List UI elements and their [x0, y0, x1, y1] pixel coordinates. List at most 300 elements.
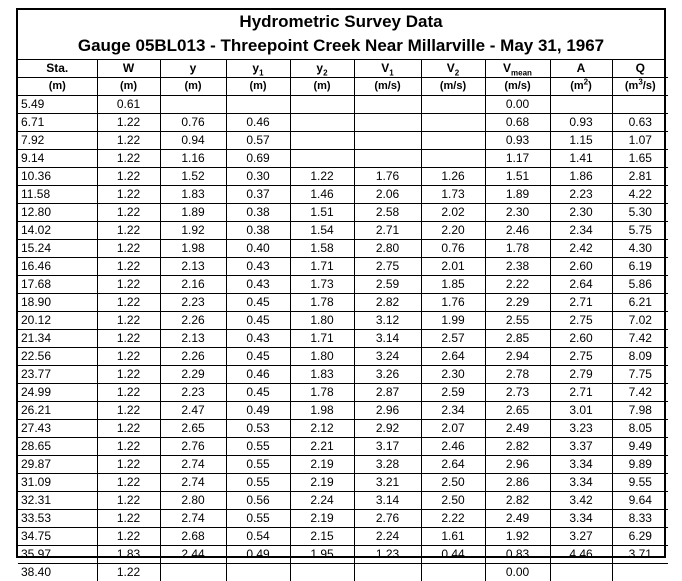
- cell-a: 3.42: [550, 492, 612, 510]
- cell-a: 3.37: [550, 438, 612, 456]
- cell-y: 2.13: [160, 330, 226, 348]
- cell-q: 6.19: [612, 258, 668, 276]
- cell-y2: 2.19: [290, 510, 354, 528]
- cell-q: 5.86: [612, 276, 668, 294]
- cell-sta: 15.24: [18, 240, 97, 258]
- cell-y1: 0.40: [226, 240, 290, 258]
- cell-sta: 5.49: [18, 96, 97, 114]
- cell-y: [160, 96, 226, 114]
- cell-y1: 0.45: [226, 294, 290, 312]
- cell-v2: 2.30: [421, 366, 485, 384]
- cell-y: 2.23: [160, 384, 226, 402]
- cell-v2: 2.22: [421, 510, 485, 528]
- cell-y: 2.16: [160, 276, 226, 294]
- cell-y1: 0.43: [226, 258, 290, 276]
- cell-y2: 2.21: [290, 438, 354, 456]
- table-row: [18, 420, 668, 438]
- cell-y2: 2.15: [290, 528, 354, 546]
- cell-a: 2.75: [550, 348, 612, 366]
- cell-a: 2.64: [550, 276, 612, 294]
- cell-a: 3.34: [550, 510, 612, 528]
- cell-w: 1.22: [97, 348, 160, 366]
- cell-v1: 3.26: [354, 366, 421, 384]
- table-row: [18, 492, 668, 510]
- cell-a: 3.01: [550, 402, 612, 420]
- cell-q: 9.49: [612, 438, 668, 456]
- cell-y2: 1.78: [290, 384, 354, 402]
- cell-y2: 1.83: [290, 366, 354, 384]
- cell-v2: 2.50: [421, 492, 485, 510]
- cell-q: 4.22: [612, 186, 668, 204]
- cell-q: 1.07: [612, 132, 668, 150]
- cell-sta: 33.53: [18, 510, 97, 528]
- cell-w: 1.22: [97, 402, 160, 420]
- table-row: [18, 258, 668, 276]
- cell-v2: [421, 150, 485, 168]
- unit-a-sup: 2: [584, 78, 588, 87]
- cell-v1: 2.58: [354, 204, 421, 222]
- cell-sta: 9.14: [18, 150, 97, 168]
- cell-v2: 2.57: [421, 330, 485, 348]
- cell-y2: 1.80: [290, 348, 354, 366]
- cell-a: 3.34: [550, 474, 612, 492]
- cell-q: [612, 96, 668, 114]
- header-a: A: [550, 60, 612, 78]
- cell-a: 2.71: [550, 384, 612, 402]
- cell-y2: [290, 96, 354, 114]
- cell-q: 2.81: [612, 168, 668, 186]
- cell-sta: 6.71: [18, 114, 97, 132]
- cell-w: 1.22: [97, 168, 160, 186]
- cell-sta: 21.34: [18, 330, 97, 348]
- cell-y: 0.76: [160, 114, 226, 132]
- cell-y1: 0.55: [226, 438, 290, 456]
- cell-q: 8.33: [612, 510, 668, 528]
- cell-w: 1.22: [97, 456, 160, 474]
- cell-vmean: 2.96: [485, 456, 550, 474]
- cell-w: 1.22: [97, 384, 160, 402]
- cell-y2: [290, 150, 354, 168]
- table-row: [18, 348, 668, 366]
- cell-a: 1.15: [550, 132, 612, 150]
- cell-v1: [354, 150, 421, 168]
- cell-y1: 0.54: [226, 528, 290, 546]
- cell-y1: 0.55: [226, 510, 290, 528]
- cell-vmean: 0.83: [485, 546, 550, 564]
- header-y2: [290, 60, 354, 78]
- cell-y: 2.47: [160, 402, 226, 420]
- cell-w: 1.22: [97, 510, 160, 528]
- cell-w: 1.22: [97, 186, 160, 204]
- table-row: [18, 402, 668, 420]
- cell-vmean: 2.22: [485, 276, 550, 294]
- cell-vmean: 2.73: [485, 384, 550, 402]
- table-row: [18, 330, 668, 348]
- cell-y2: 1.71: [290, 330, 354, 348]
- table-row: [18, 114, 668, 132]
- cell-a: 2.75: [550, 312, 612, 330]
- cell-vmean: 2.49: [485, 510, 550, 528]
- cell-sta: 27.43: [18, 420, 97, 438]
- cell-y1: 0.57: [226, 132, 290, 150]
- cell-vmean: 1.89: [485, 186, 550, 204]
- header-w: W: [97, 60, 160, 78]
- cell-y1: 0.55: [226, 456, 290, 474]
- cell-w: 1.22: [97, 204, 160, 222]
- cell-v1: 2.92: [354, 420, 421, 438]
- cell-y2: 1.46: [290, 186, 354, 204]
- cell-sta: 16.46: [18, 258, 97, 276]
- cell-v2: [421, 132, 485, 150]
- unit-a-end: ): [588, 80, 592, 92]
- cell-y2: 2.12: [290, 420, 354, 438]
- cell-v2: 1.85: [421, 276, 485, 294]
- table-row: [18, 132, 668, 150]
- unit-a: [550, 78, 612, 96]
- table-subtitle: Gauge 05BL013 - Threepoint Creek Near Millarville - May 31, 1967: [18, 34, 664, 58]
- table-row: [18, 546, 668, 564]
- cell-sta: 24.99: [18, 384, 97, 402]
- survey-table-frame: [16, 8, 666, 558]
- cell-q: 7.02: [612, 312, 668, 330]
- cell-a: 1.86: [550, 168, 612, 186]
- cell-q: 3.71: [612, 546, 668, 564]
- cell-v2: 1.99: [421, 312, 485, 330]
- cell-w: 1.22: [97, 420, 160, 438]
- cell-y1: 0.37: [226, 186, 290, 204]
- unit-q: [612, 78, 668, 96]
- cell-sta: 7.92: [18, 132, 97, 150]
- cell-sta: 35.97: [18, 546, 97, 564]
- cell-sta: 18.90: [18, 294, 97, 312]
- cell-y2: [290, 564, 354, 581]
- cell-vmean: 2.49: [485, 420, 550, 438]
- header-y: y: [160, 60, 226, 78]
- cell-y2: 1.71: [290, 258, 354, 276]
- cell-y2: 1.58: [290, 240, 354, 258]
- header-q: Q: [612, 60, 668, 78]
- table-row: [18, 510, 668, 528]
- cell-y: 2.76: [160, 438, 226, 456]
- header-y2-base: y: [316, 61, 323, 75]
- cell-w: 1.22: [97, 366, 160, 384]
- cell-y: 2.26: [160, 312, 226, 330]
- survey-table: [18, 60, 668, 581]
- cell-v1: 3.21: [354, 474, 421, 492]
- cell-v1: [354, 564, 421, 581]
- cell-q: 9.64: [612, 492, 668, 510]
- cell-sta: 22.56: [18, 348, 97, 366]
- header-v2: [421, 60, 485, 78]
- cell-v1: 3.28: [354, 456, 421, 474]
- cell-q: 6.21: [612, 294, 668, 312]
- cell-y1: 0.45: [226, 348, 290, 366]
- cell-v2: 1.61: [421, 528, 485, 546]
- cell-sta: 14.02: [18, 222, 97, 240]
- cell-sta: 23.77: [18, 366, 97, 384]
- cell-v1: 2.96: [354, 402, 421, 420]
- cell-y: 1.98: [160, 240, 226, 258]
- cell-v1: [354, 96, 421, 114]
- cell-vmean: 1.17: [485, 150, 550, 168]
- table-row: [18, 564, 668, 581]
- cell-w: 1.22: [97, 492, 160, 510]
- cell-vmean: 2.82: [485, 492, 550, 510]
- cell-y1: 0.45: [226, 384, 290, 402]
- cell-v2: 2.07: [421, 420, 485, 438]
- cell-sta: 28.65: [18, 438, 97, 456]
- cell-sta: 31.09: [18, 474, 97, 492]
- cell-v2: 2.59: [421, 384, 485, 402]
- cell-vmean: 0.00: [485, 564, 550, 581]
- cell-w: 1.22: [97, 330, 160, 348]
- cell-sta: 32.31: [18, 492, 97, 510]
- cell-a: 3.34: [550, 456, 612, 474]
- unit-sta: (m): [18, 78, 97, 96]
- cell-y: 2.65: [160, 420, 226, 438]
- cell-a: 2.23: [550, 186, 612, 204]
- header-y1-base: y: [252, 61, 259, 75]
- cell-v1: 3.14: [354, 492, 421, 510]
- cell-vmean: 2.29: [485, 294, 550, 312]
- cell-sta: 12.80: [18, 204, 97, 222]
- cell-v2: 2.01: [421, 258, 485, 276]
- header-v1-sub: 1: [389, 68, 393, 77]
- cell-v1: 1.76: [354, 168, 421, 186]
- cell-vmean: 0.68: [485, 114, 550, 132]
- cell-q: 7.42: [612, 330, 668, 348]
- cell-sta: 34.75: [18, 528, 97, 546]
- header-sta: Sta.: [18, 60, 97, 78]
- table-row: [18, 96, 668, 114]
- header-y1: [226, 60, 290, 78]
- cell-w: 1.22: [97, 528, 160, 546]
- cell-a: [550, 564, 612, 581]
- cell-y: 2.23: [160, 294, 226, 312]
- cell-y2: [290, 114, 354, 132]
- cell-v2: [421, 96, 485, 114]
- cell-v2: 2.64: [421, 456, 485, 474]
- cell-y2: 1.73: [290, 276, 354, 294]
- cell-y1: 0.43: [226, 276, 290, 294]
- cell-y1: 0.43: [226, 330, 290, 348]
- header-y2-sub: 2: [323, 68, 327, 77]
- table-row: [18, 294, 668, 312]
- cell-y1: 0.49: [226, 402, 290, 420]
- cell-y1: [226, 96, 290, 114]
- cell-q: 7.42: [612, 384, 668, 402]
- cell-a: 0.93: [550, 114, 612, 132]
- cell-y1: 0.53: [226, 420, 290, 438]
- cell-w: 1.83: [97, 546, 160, 564]
- cell-a: [550, 96, 612, 114]
- cell-y: 1.52: [160, 168, 226, 186]
- cell-v2: 2.50: [421, 474, 485, 492]
- table-row: [18, 186, 668, 204]
- table-row: [18, 312, 668, 330]
- cell-y1: 0.69: [226, 150, 290, 168]
- cell-a: 2.60: [550, 258, 612, 276]
- cell-y: 1.83: [160, 186, 226, 204]
- cell-v1: 3.14: [354, 330, 421, 348]
- cell-v1: 3.17: [354, 438, 421, 456]
- cell-y: 2.13: [160, 258, 226, 276]
- cell-vmean: 2.78: [485, 366, 550, 384]
- cell-q: 1.65: [612, 150, 668, 168]
- cell-q: 9.55: [612, 474, 668, 492]
- table-row: [18, 438, 668, 456]
- cell-v1: 2.76: [354, 510, 421, 528]
- cell-a: 2.42: [550, 240, 612, 258]
- unit-v1: (m/s): [354, 78, 421, 96]
- cell-w: 1.22: [97, 222, 160, 240]
- cell-vmean: 2.46: [485, 222, 550, 240]
- cell-y1: [226, 564, 290, 581]
- cell-v2: 0.44: [421, 546, 485, 564]
- unit-w: (m): [97, 78, 160, 96]
- unit-q-sup: 3: [638, 78, 642, 87]
- cell-y: 1.89: [160, 204, 226, 222]
- table-row: [18, 528, 668, 546]
- cell-sta: 38.40: [18, 564, 97, 581]
- unit-y1: (m): [226, 78, 290, 96]
- cell-a: 2.79: [550, 366, 612, 384]
- cell-v1: 2.71: [354, 222, 421, 240]
- cell-v1: [354, 132, 421, 150]
- cell-v1: [354, 114, 421, 132]
- cell-y: 2.26: [160, 348, 226, 366]
- cell-sta: 17.68: [18, 276, 97, 294]
- unit-v2: (m/s): [421, 78, 485, 96]
- cell-vmean: 2.85: [485, 330, 550, 348]
- cell-y: 2.74: [160, 510, 226, 528]
- table-row: [18, 456, 668, 474]
- cell-v2: 1.76: [421, 294, 485, 312]
- cell-y: 0.94: [160, 132, 226, 150]
- cell-vmean: 2.86: [485, 474, 550, 492]
- cell-vmean: 0.93: [485, 132, 550, 150]
- cell-y1: 0.46: [226, 114, 290, 132]
- cell-q: 7.75: [612, 366, 668, 384]
- cell-v2: 1.73: [421, 186, 485, 204]
- cell-w: 1.22: [97, 150, 160, 168]
- cell-w: 1.22: [97, 438, 160, 456]
- header-vmean-sub: mean: [511, 68, 532, 77]
- cell-y1: 0.46: [226, 366, 290, 384]
- cell-w: 1.22: [97, 312, 160, 330]
- cell-v2: 1.26: [421, 168, 485, 186]
- cell-a: 4.46: [550, 546, 612, 564]
- cell-w: 1.22: [97, 276, 160, 294]
- cell-v2: 2.02: [421, 204, 485, 222]
- cell-v1: 2.87: [354, 384, 421, 402]
- table-row: [18, 168, 668, 186]
- cell-a: 2.60: [550, 330, 612, 348]
- unit-vmean: (m/s): [485, 78, 550, 96]
- header-vmean: [485, 60, 550, 78]
- table-row: [18, 150, 668, 168]
- cell-q: 6.29: [612, 528, 668, 546]
- unit-y: (m): [160, 78, 226, 96]
- table-row: [18, 474, 668, 492]
- table-row: [18, 240, 668, 258]
- cell-w: 1.22: [97, 240, 160, 258]
- cell-vmean: 2.55: [485, 312, 550, 330]
- cell-v2: 2.64: [421, 348, 485, 366]
- cell-y1: 0.30: [226, 168, 290, 186]
- title-block: [18, 10, 664, 60]
- header-v1: [354, 60, 421, 78]
- cell-v1: 3.12: [354, 312, 421, 330]
- table-row: [18, 384, 668, 402]
- cell-y2: [290, 132, 354, 150]
- cell-y1: 0.55: [226, 474, 290, 492]
- cell-w: 1.22: [97, 564, 160, 581]
- cell-w: 1.22: [97, 474, 160, 492]
- table-row: [18, 366, 668, 384]
- cell-w: 1.22: [97, 294, 160, 312]
- cell-y: [160, 564, 226, 581]
- header-v2-sub: 2: [455, 68, 459, 77]
- cell-q: 5.75: [612, 222, 668, 240]
- cell-w: 0.61: [97, 96, 160, 114]
- cell-y: 2.29: [160, 366, 226, 384]
- cell-q: 9.89: [612, 456, 668, 474]
- cell-y2: 1.80: [290, 312, 354, 330]
- unit-q-base: (m: [625, 80, 638, 92]
- cell-q: 0.63: [612, 114, 668, 132]
- cell-q: [612, 564, 668, 581]
- cell-a: 2.30: [550, 204, 612, 222]
- cell-a: 1.41: [550, 150, 612, 168]
- table-title: Hydrometric Survey Data: [18, 10, 664, 34]
- cell-v2: [421, 114, 485, 132]
- cell-q: 4.30: [612, 240, 668, 258]
- cell-y2: 1.54: [290, 222, 354, 240]
- cell-vmean: 1.51: [485, 168, 550, 186]
- cell-w: 1.22: [97, 132, 160, 150]
- cell-v1: 2.82: [354, 294, 421, 312]
- header-v2-base: V: [447, 61, 455, 75]
- cell-y: 1.92: [160, 222, 226, 240]
- cell-y1: 0.45: [226, 312, 290, 330]
- header-row: [18, 60, 668, 78]
- units-row: [18, 78, 668, 96]
- cell-vmean: 2.82: [485, 438, 550, 456]
- cell-y1: 0.49: [226, 546, 290, 564]
- cell-y: 2.44: [160, 546, 226, 564]
- unit-q-end: /s): [643, 80, 656, 92]
- cell-a: 3.23: [550, 420, 612, 438]
- cell-v2: [421, 564, 485, 581]
- cell-y: 2.74: [160, 456, 226, 474]
- cell-vmean: 2.65: [485, 402, 550, 420]
- cell-sta: 26.21: [18, 402, 97, 420]
- cell-v1: 2.24: [354, 528, 421, 546]
- cell-y1: 0.38: [226, 222, 290, 240]
- cell-a: 3.27: [550, 528, 612, 546]
- header-vmean-base: V: [503, 61, 511, 75]
- cell-sta: 20.12: [18, 312, 97, 330]
- cell-a: 2.71: [550, 294, 612, 312]
- cell-y2: 1.95: [290, 546, 354, 564]
- cell-w: 1.22: [97, 114, 160, 132]
- cell-vmean: 2.30: [485, 204, 550, 222]
- cell-q: 7.98: [612, 402, 668, 420]
- cell-v2: 2.20: [421, 222, 485, 240]
- unit-y2: (m): [290, 78, 354, 96]
- cell-v1: 2.06: [354, 186, 421, 204]
